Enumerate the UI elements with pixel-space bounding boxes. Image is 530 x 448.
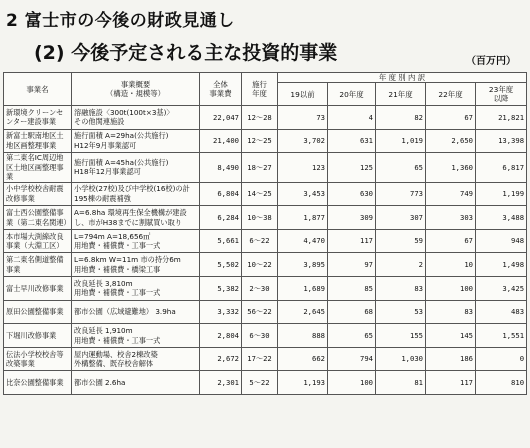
cost-fy23-after: 948 <box>476 229 527 253</box>
table-row <box>4 347 527 371</box>
cost-fy22: 186 <box>426 347 476 371</box>
project-description: 改良延長 3,810m 用地費・補償費・工事一式 <box>72 277 200 301</box>
table-row <box>4 182 527 206</box>
cost-fy23-after: 3,488 <box>476 206 527 230</box>
project-name: 本市場大渕線改良事業（大淵工区） <box>4 229 72 253</box>
project-name: 小中学校校舎耐震改修事業 <box>4 182 72 206</box>
header-year-19: 19以前 <box>278 83 328 106</box>
cost-19-before: 3,453 <box>278 182 328 206</box>
section-heading: 2 富士市の今後の財政見通し <box>6 11 235 31</box>
cost-fy20: 631 <box>328 129 376 153</box>
project-description: 施行面積 A=45ha(公共施行) H18年12月事業認可 <box>72 153 200 183</box>
project-name: 原田公園整備事業 <box>4 300 72 324</box>
total-cost: 8,490 <box>200 153 242 183</box>
cost-fy23-after: 810 <box>476 371 527 395</box>
cost-fy22: 1,360 <box>426 153 476 183</box>
cost-fy23-after: 21,821 <box>476 106 527 130</box>
header-period: 施行 年度 <box>242 73 278 106</box>
project-name: 第二東名IC周辺地区土地区画整理事業 <box>4 153 72 183</box>
cost-fy20: 794 <box>328 347 376 371</box>
header-description: 事業概要 （構造・規模等） <box>72 73 200 106</box>
total-cost: 5,382 <box>200 277 242 301</box>
total-cost: 5,661 <box>200 229 242 253</box>
subsection-heading: (2) 今後予定される主な投資的事業 <box>34 42 338 64</box>
project-name: 第二東名側道整備事業 <box>4 253 72 277</box>
total-cost: 5,502 <box>200 253 242 277</box>
project-name: 富士西公園整備事業（第二東名関連） <box>4 206 72 230</box>
period: 5〜22 <box>242 371 278 395</box>
unit-label: （百万円） <box>466 56 516 67</box>
cost-fy22: 83 <box>426 300 476 324</box>
project-description: A=6.8ha 環境再生保全機構が建設し、市がH38までに割賦買い取り <box>72 206 200 230</box>
project-description: 改良延長 1,910m 用地費・補償費・工事一式 <box>72 324 200 348</box>
cost-fy23-after: 1,498 <box>476 253 527 277</box>
cost-19-before: 4,470 <box>278 229 328 253</box>
cost-fy21: 53 <box>376 300 426 324</box>
period: 12〜25 <box>242 129 278 153</box>
table-row <box>4 106 527 130</box>
cost-fy20: 97 <box>328 253 376 277</box>
cost-fy23-after: 1,199 <box>476 182 527 206</box>
table-row <box>4 153 527 183</box>
cost-fy23-after: 483 <box>476 300 527 324</box>
total-cost: 3,332 <box>200 300 242 324</box>
cost-fy20: 630 <box>328 182 376 206</box>
cost-fy20: 117 <box>328 229 376 253</box>
table-row <box>4 300 527 324</box>
project-description: L=794m A=18,656㎡ 用地費・補償費・工事一式 <box>72 229 200 253</box>
cost-fy23-after: 1,551 <box>476 324 527 348</box>
period: 10〜22 <box>242 253 278 277</box>
project-description: 施行面積 A=29ha(公共施行) H12年9月事業認可 <box>72 129 200 153</box>
project-name: 富士早川改修事業 <box>4 277 72 301</box>
cost-fy21: 307 <box>376 206 426 230</box>
cost-fy20: 100 <box>328 371 376 395</box>
cost-fy21: 81 <box>376 371 426 395</box>
cost-fy20: 65 <box>328 324 376 348</box>
cost-fy21: 1,019 <box>376 129 426 153</box>
cost-fy22: 100 <box>426 277 476 301</box>
cost-fy23-after: 6,817 <box>476 153 527 183</box>
cost-fy23-after: 13,398 <box>476 129 527 153</box>
cost-19-before: 123 <box>278 153 328 183</box>
cost-fy20: 125 <box>328 153 376 183</box>
period: 10〜38 <box>242 206 278 230</box>
cost-fy22: 749 <box>426 182 476 206</box>
cost-19-before: 1,877 <box>278 206 328 230</box>
header-yearly-breakdown: 年 度 別 内 訳 <box>278 73 527 83</box>
project-name: 下堀川改修事業 <box>4 324 72 348</box>
header-year-23: 23年度 以降 <box>476 83 527 106</box>
period: 6〜30 <box>242 324 278 348</box>
cost-fy21: 1,030 <box>376 347 426 371</box>
header-year-21: 21年度 <box>376 83 426 106</box>
project-name: 新環境クリーンセンター建設事業 <box>4 106 72 130</box>
cost-fy21: 59 <box>376 229 426 253</box>
total-cost: 2,804 <box>200 324 242 348</box>
total-cost: 6,804 <box>200 182 242 206</box>
period: 2〜30 <box>242 277 278 301</box>
cost-fy21: 65 <box>376 153 426 183</box>
cost-fy22: 145 <box>426 324 476 348</box>
cost-fy22: 117 <box>426 371 476 395</box>
total-cost: 21,400 <box>200 129 242 153</box>
total-cost: 6,284 <box>200 206 242 230</box>
project-name: 伝法小学校校舎等改築事業 <box>4 347 72 371</box>
cost-fy21: 155 <box>376 324 426 348</box>
project-description: 都市公園（広域避難地） 3.9ha <box>72 300 200 324</box>
cost-19-before: 73 <box>278 106 328 130</box>
total-cost: 2,672 <box>200 347 242 371</box>
cost-fy22: 303 <box>426 206 476 230</box>
table-row <box>4 371 527 395</box>
cost-fy21: 83 <box>376 277 426 301</box>
cost-fy22: 10 <box>426 253 476 277</box>
total-cost: 2,301 <box>200 371 242 395</box>
table-row <box>4 206 527 230</box>
cost-fy20: 4 <box>328 106 376 130</box>
cost-19-before: 888 <box>278 324 328 348</box>
cost-19-before: 1,689 <box>278 277 328 301</box>
table-row <box>4 277 527 301</box>
cost-fy21: 2 <box>376 253 426 277</box>
period: 18〜27 <box>242 153 278 183</box>
project-description: L=6.8km W=11m 市の持分6m 用地費・補償費・橋梁工事 <box>72 253 200 277</box>
cost-fy20: 68 <box>328 300 376 324</box>
project-name: 比奈公園整備事業 <box>4 371 72 395</box>
header-year-22: 22年度 <box>426 83 476 106</box>
cost-fy23-after: 0 <box>476 347 527 371</box>
table-row <box>4 324 527 348</box>
cost-fy20: 85 <box>328 277 376 301</box>
cost-19-before: 1,193 <box>278 371 328 395</box>
cost-fy21: 773 <box>376 182 426 206</box>
header-name: 事業名 <box>4 73 72 106</box>
project-description: 屋内運動場、校舎2棟改築 外構整備、既存校舎解体 <box>72 347 200 371</box>
table-row <box>4 229 527 253</box>
cost-19-before: 3,895 <box>278 253 328 277</box>
cost-19-before: 3,702 <box>278 129 328 153</box>
cost-fy21: 82 <box>376 106 426 130</box>
period: 17〜22 <box>242 347 278 371</box>
total-cost: 22,047 <box>200 106 242 130</box>
header-total-cost: 全体 事業費 <box>200 73 242 106</box>
project-name: 新富士駅南地区土地区画整理事業 <box>4 129 72 153</box>
cost-fy20: 309 <box>328 206 376 230</box>
table-row <box>4 253 527 277</box>
project-description: 小学校(27校)及び中学校(16校)の計195棟の耐震補強 <box>72 182 200 206</box>
cost-fy23-after: 3,425 <box>476 277 527 301</box>
cost-fy22: 67 <box>426 106 476 130</box>
table-row <box>4 129 527 153</box>
cost-fy22: 67 <box>426 229 476 253</box>
period: 56〜22 <box>242 300 278 324</box>
cost-19-before: 2,645 <box>278 300 328 324</box>
project-description: 溶融施設〈300t(100t×3基)〉 その他関連施設 <box>72 106 200 130</box>
period: 14〜25 <box>242 182 278 206</box>
cost-19-before: 662 <box>278 347 328 371</box>
investment-projects-table <box>3 72 527 395</box>
period: 12〜28 <box>242 106 278 130</box>
cost-fy22: 2,650 <box>426 129 476 153</box>
header-year-20: 20年度 <box>328 83 376 106</box>
project-description: 都市公園 2.6ha <box>72 371 200 395</box>
period: 6〜22 <box>242 229 278 253</box>
